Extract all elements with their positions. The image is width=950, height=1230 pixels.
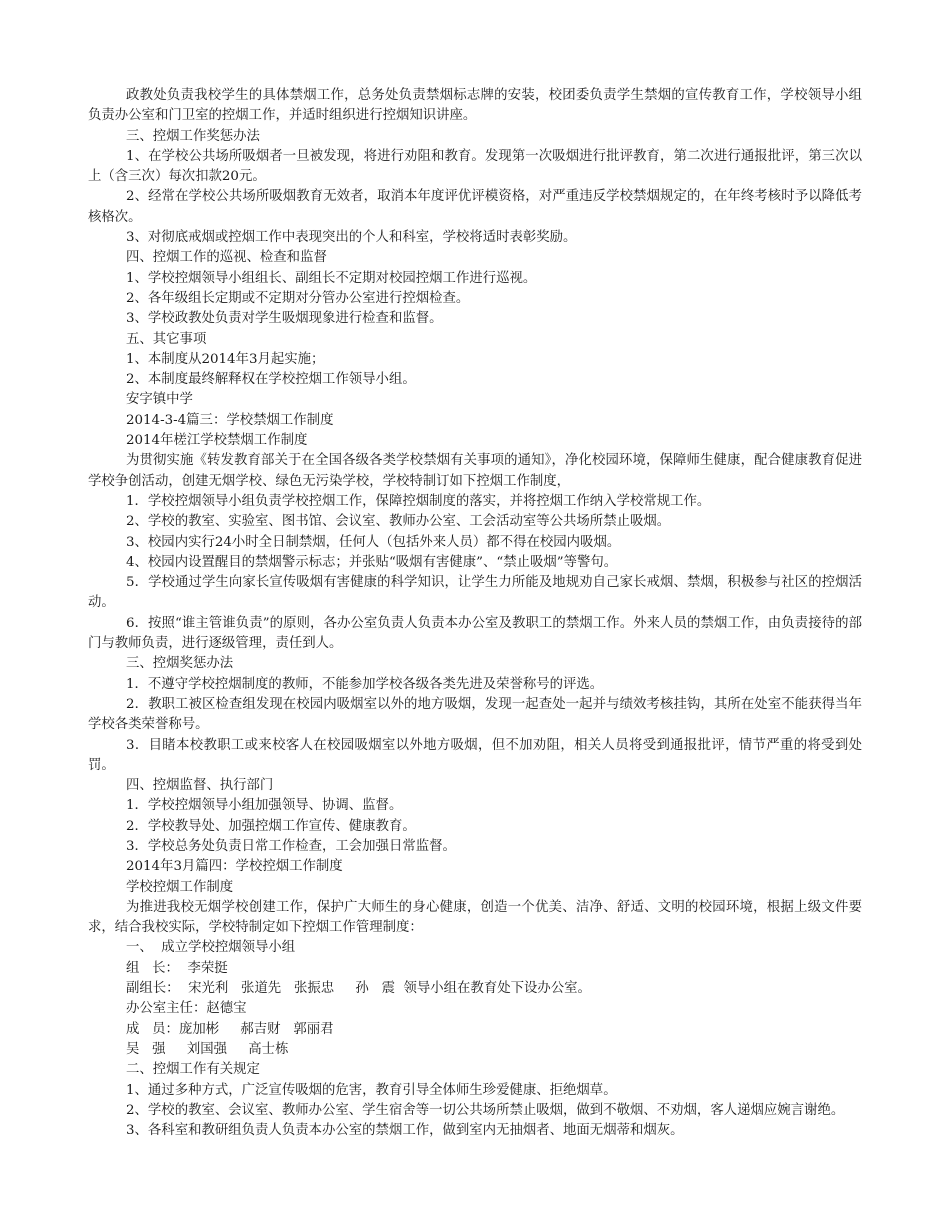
document-page xyxy=(88,86,862,1141)
paragraph: 吴 强 刘国强 高士栋 xyxy=(126,1041,289,1057)
section-heading: 三、控烟奖惩办法 xyxy=(126,656,234,672)
section-heading: 四、控烟工作的巡视、检查和监督 xyxy=(126,250,327,266)
signature-school: 安字镇中学 xyxy=(126,392,193,408)
paragraph: 3．目睹本校教职工或来校客人在校园吸烟室以外地方吸烟，但不加劝阻，相关人员将受到通报批评，情节严重的将受到处罚。 xyxy=(88,737,862,773)
paragraph: 4、校园内设置醒目的禁烟警示标志；并张贴“吸烟有害健康”、“禁止吸烟”等警句。 xyxy=(126,554,618,570)
paragraph: 办公室主任：赵德宝 xyxy=(126,1001,247,1017)
paragraph: 成 员：庞加彬 郝吉财 郭丽君 xyxy=(126,1021,334,1037)
paragraph: 2．学校教导处、加强控烟工作宣传、健康教育。 xyxy=(126,818,416,834)
paragraph: 1．学校控烟领导小组负责学校控烟工作，保障控烟制度的落实，并将控烟工作纳入学校常规工作。 xyxy=(126,493,711,509)
paragraph: 3．学校总务处负责日常工作检查，工会加强日常监督。 xyxy=(126,838,456,854)
paragraph: 1、通过多种方式，广泛宣传吸烟的危害，教育引导全体师生珍爱健康、拒绝烟草。 xyxy=(126,1082,617,1098)
paragraph: 政教处负责我校学生的具体禁烟工作，总务处负责禁烟标志牌的安装，校团委负责学生禁烟的宣传教育工作，学校领导小组负责办公室和门卫室的控烟工作，并适时组织进行控烟知识讲座。 xyxy=(88,88,862,124)
section-heading: 二、控烟工作有关规定 xyxy=(126,1062,260,1078)
section-heading: 五、其它事项 xyxy=(126,331,207,347)
paragraph: 为推进我校无烟学校创建工作，保护广大师生的身心健康，创造一个优美、洁净、舒适、文明的校园环境，根据上级文件要求，结合我校实际，学校特制定如下控烟工作管理制度： xyxy=(88,899,862,936)
paragraph: 2、各年级组长定期或不定期对分管办公室进行控烟检查。 xyxy=(126,290,470,306)
paragraph: 6．按照“谁主管谁负责”的原则，各办公室负责人负责本办公室及教职工的禁烟工作。外来人员的禁烟工作，由负责接待的部门与教师负责，进行逐级管理，责任到人。 xyxy=(88,615,862,652)
paragraph: 5．学校通过学生向家长宣传吸烟有害健康的科学知识，让学生力所能及地规劝自己家长戒烟、禁烟，积极参与社区的控烟活动。 xyxy=(88,575,862,611)
paragraph: 1．学校控烟领导小组加强领导、协调、监督。 xyxy=(126,798,403,814)
section-heading: 三、控烟工作奖惩办法 xyxy=(126,128,260,144)
paragraph: 3、对彻底戒烟或控烟工作中表现突出的个人和科室，学校将适时表彰奖励。 xyxy=(126,230,577,246)
paragraph: 2、学校的教室、实验室、图书馆、会议室、教师办公室、工会活动室等公共场所禁止吸烟。 xyxy=(126,514,671,530)
paragraph: 3、学校政教处负责对学生吸烟现象进行检查和监督。 xyxy=(126,311,443,327)
document-title: 学校控烟工作制度 xyxy=(126,879,234,895)
paragraph: 2、本制度最终解释权在学校控烟工作领导小组。 xyxy=(126,372,416,388)
document-title: 2014年槎江学校禁烟工作制度 xyxy=(126,433,308,449)
paragraph: 2．教职工被区检查组发现在校园内吸烟室以外的地方吸烟，发现一起查处一起并与绩效考核挂钩，其所在处室不能获得当年学校各类荣誉称号。 xyxy=(88,696,862,733)
date-and-title: 2014-3-4篇三：学校禁烟工作制度 xyxy=(126,412,334,428)
paragraph: 副组长： 宋光利 张道先 张振忠 孙 震 领导小组在教育处下设办公室。 xyxy=(126,981,591,997)
paragraph: 2、经常在学校公共场所吸烟教育无效者，取消本年度评优评模资格，对严重违反学校禁烟规定的，在年终考核时予以降低考核格次。 xyxy=(88,189,862,225)
paragraph: 2、学校的教室、会议室、教师办公室、学生宿舍等一切公共场所禁止吸烟，做到不敬烟、不劝烟，客人递烟应婉言谢绝。 xyxy=(126,1102,845,1118)
paragraph: 3、校园内实行24小时全日制禁烟，任何人（包括外来人员）都不得在校园内吸烟。 xyxy=(126,534,621,550)
paragraph: 1、在学校公共场所吸烟者一旦被发现，将进行劝阻和教育。发现第一次吸烟进行批评教育，第二次进行通报批评，第三次以上（含三次）每次扣款20元。 xyxy=(88,148,862,185)
section-heading: 一、 成立学校控烟领导小组 xyxy=(126,940,296,956)
paragraph: 3、各科室和教研组负责人负责本办公室的禁烟工作，做到室内无抽烟者、地面无烟蒂和烟灰。 xyxy=(126,1123,684,1139)
section-heading: 四、控烟监督、执行部门 xyxy=(126,778,274,794)
paragraph: 组 长： 李荣挺 xyxy=(126,960,228,976)
date-and-title: 2014年3月篇四：学校控烟工作制度 xyxy=(126,859,343,875)
paragraph: 1．不遵守学校控烟制度的教师，不能参加学校各级各类先进及荣誉称号的评选。 xyxy=(126,676,604,692)
paragraph: 1、本制度从2014年3月起实施； xyxy=(126,351,325,367)
paragraph: 为贯彻实施《转发教育部关于在全国各级各类学校禁烟有关事项的通知》，净化校园环境，保障师生健康，配合健康教育促进学校争创活动，创建无烟学校、绿色无污染学校，学校特制订如下控烟工作制度， xyxy=(88,453,862,489)
paragraph: 1、学校控烟领导小组组长、副组长不定期对校园控烟工作进行巡视。 xyxy=(126,270,537,286)
